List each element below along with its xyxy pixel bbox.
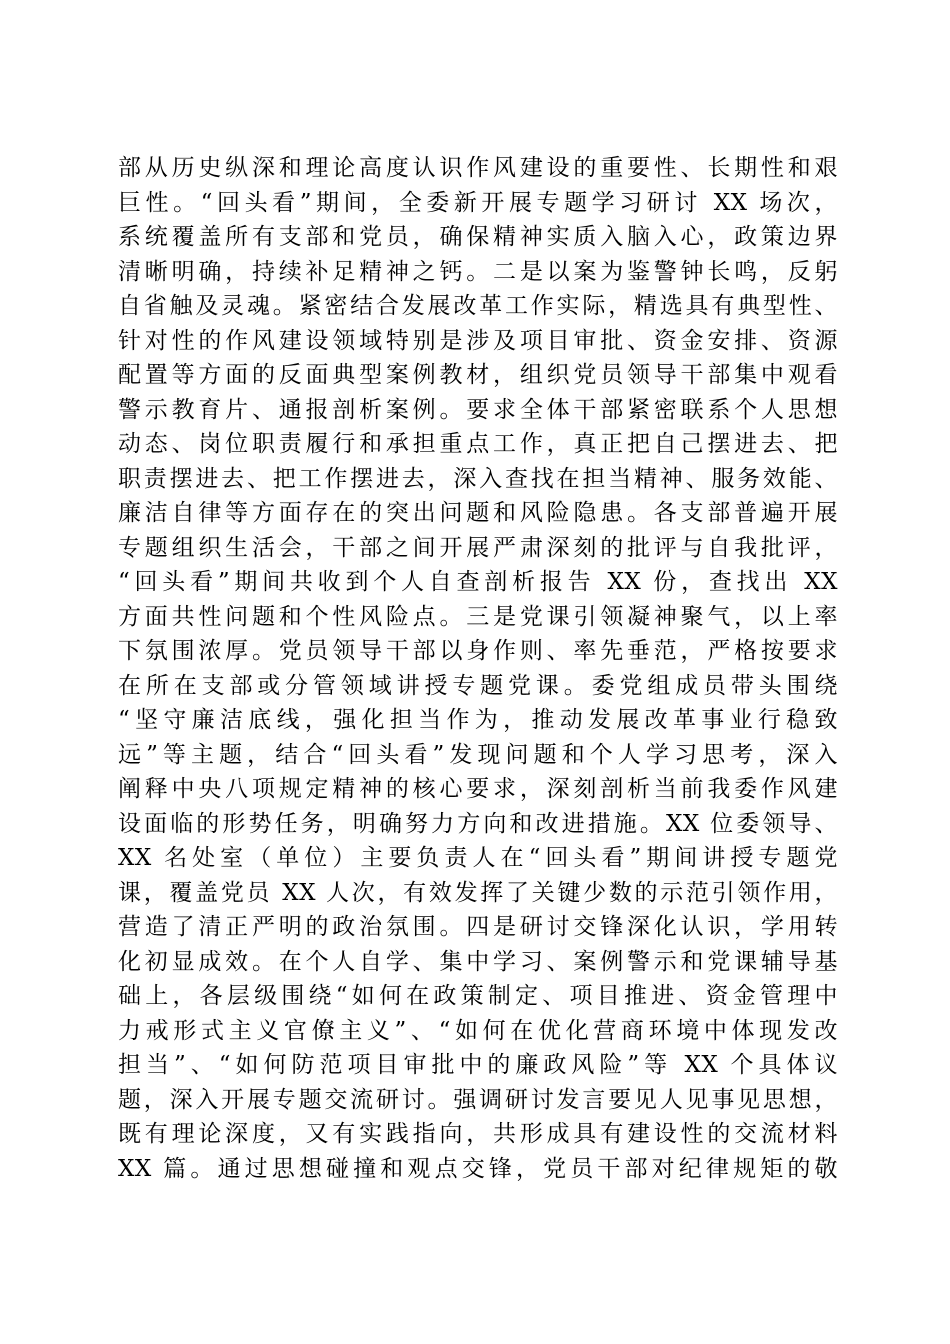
text-line: 部从历史纵深和理论高度认识作风建设的重要性、长期性和艰 [118, 155, 838, 181]
text-line: 配置等方面的反面典型案例教材，组织党员领导干部集中观看 [118, 362, 838, 388]
text-line: 系统覆盖所有支部和党员，确保精神实质入脑入心，政策边界 [118, 224, 838, 250]
text-line: XX 篇。通过思想碰撞和观点交锋，党员干部对纪律规矩的敬 [118, 1155, 838, 1182]
text-line: 在所在支部或分管领域讲授专题党课。委党组成员带头围绕 [118, 672, 838, 699]
text-line: 清晰明确，持续补足精神之钙。二是以案为鉴警钟长鸣，反躬 [118, 258, 838, 285]
text-line: 针对性的作风建设领域特别是涉及项目审批、资金安排、资源 [118, 327, 838, 354]
text-line: 专题组织生活会，干部之间开展严肃深刻的批评与自我批评， [118, 534, 838, 561]
body-text [118, 151, 838, 1186]
text-line: 担当”、“如何防范项目审批中的廉政风险”等 XX 个具体议 [118, 1052, 838, 1078]
text-line: 营造了清正严明的政治氛围。四是研讨交锋深化认识，学用转 [118, 914, 838, 940]
text-line: “坚守廉洁底线，强化担当作为，推动发展改革事业行稳致 [118, 707, 838, 733]
text-line: 职责摆进去、把工作摆进去，深入查找在担当精神、服务效能、 [118, 465, 838, 492]
text-line: 动态、岗位职责履行和承担重点工作，真正把自己摆进去、把 [118, 431, 838, 457]
text-line: 既有理论深度，又有实践指向，共形成具有建设性的交流材料 [118, 1121, 838, 1147]
text-line: 下氛围浓厚。党员领导干部以身作则、率先垂范，严格按要求 [118, 638, 838, 664]
text-line: 远”等主题，结合“回头看”发现问题和个人学习思考，深入 [118, 741, 838, 768]
text-line: 题，深入开展专题交流研讨。强调研讨发言要见人见事见思想， [118, 1086, 838, 1113]
text-line: 力戒形式主义官僚主义”、“如何在优化营商环境中体现发改 [118, 1017, 838, 1044]
text-line: 阐释中央八项规定精神的核心要求，深刻剖析当前我委作风建 [118, 776, 838, 802]
text-line: XX 名处室（单位）主要负责人在“回头看”期间讲授专题党 [118, 845, 838, 871]
text-line: 警示教育片、通报剖析案例。要求全体干部紧密联系个人思想 [118, 396, 838, 423]
text-line: 础上，各层级围绕“如何在政策制定、项目推进、资金管理中 [118, 983, 838, 1009]
text-line: 化初显成效。在个人自学、集中学习、案例警示和党课辅导基 [118, 948, 838, 975]
text-line: 廉洁自律等方面存在的突出问题和风险隐患。各支部普遍开展 [118, 500, 838, 526]
text-line: 自省触及灵魂。紧密结合发展改革工作实际，精选具有典型性、 [118, 293, 838, 319]
text-line: 设面临的形势任务，明确努力方向和改进措施。XX 位委领导、 [118, 810, 838, 837]
text-line: 方面共性问题和个性风险点。三是党课引领凝神聚气，以上率 [118, 603, 838, 630]
text-line: 课，覆盖党员 XX 人次，有效发挥了关键少数的示范引领作用， [118, 879, 838, 906]
text-line: “回头看”期间共收到个人自查剖析报告 XX 份，查找出 XX [118, 569, 838, 595]
text-line: 巨性。“回头看”期间，全委新开展专题学习研讨 XX 场次， [118, 189, 838, 216]
